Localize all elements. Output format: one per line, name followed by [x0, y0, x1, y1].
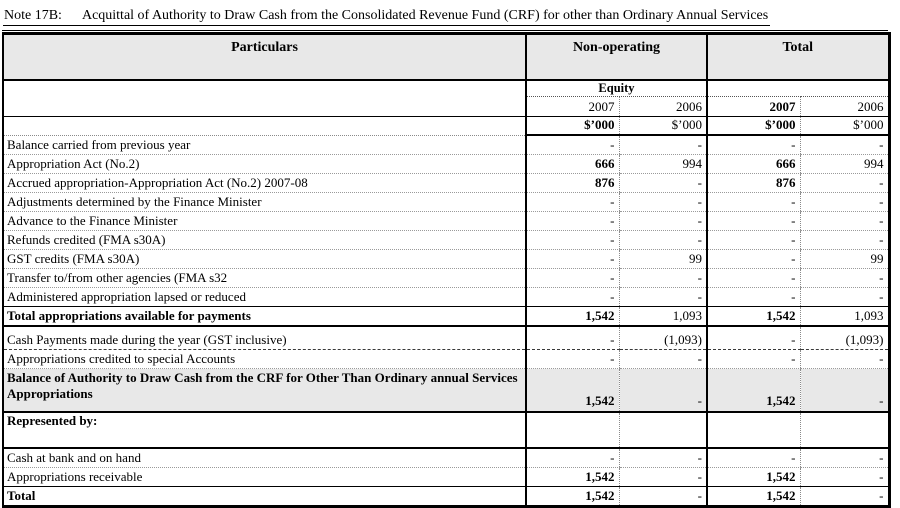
table-row: [3, 231, 889, 250]
cell-nonop-2006: -: [619, 193, 707, 212]
acquittal-table: [2, 32, 891, 508]
cell-nonop-2006: -: [619, 135, 707, 155]
row-label: Cash Payments made during the year (GST inclusive): [3, 326, 526, 350]
cell-total-2006: -: [800, 193, 889, 212]
cell-nonop-2006: (1,093): [619, 326, 707, 350]
cell-nonop-2007: -: [526, 269, 619, 288]
cell-total-2006: -: [800, 212, 889, 231]
row-label: Adjustments determined by the Finance Minister: [3, 193, 526, 212]
cell-total-2007: 1,542: [707, 468, 800, 487]
cell-total-2007: -: [707, 326, 800, 350]
header-particulars: Particulars: [3, 34, 526, 81]
units-subheader-row: [3, 117, 889, 136]
cell-nonop-2007: -: [526, 193, 619, 212]
cell-nonop-2006: 1,093: [619, 307, 707, 327]
cell-nonop-2006: -: [619, 468, 707, 487]
row-label: GST credits (FMA s30A): [3, 250, 526, 269]
table-row: [3, 269, 889, 288]
table-row: [3, 288, 889, 307]
row-label: Appropriations receivable: [3, 468, 526, 487]
cell-total-2006: -: [800, 269, 889, 288]
cell-total-2007: 876: [707, 174, 800, 193]
cell-nonop-2007: 876: [526, 174, 619, 193]
cell-total-2006: -: [800, 487, 889, 507]
cell-nonop-2006: -: [619, 369, 707, 413]
cell-nonop-2007: 1,542: [526, 307, 619, 327]
cell-nonop-2006: -: [619, 174, 707, 193]
cell-total-2006: -: [800, 174, 889, 193]
cell-nonop-2007: 1,542: [526, 468, 619, 487]
cell-total-2007: -: [707, 193, 800, 212]
table-row: [3, 135, 889, 155]
year-nonop-2006: 2006: [619, 97, 707, 117]
cell-total-2006: 994: [800, 155, 889, 174]
units-total-2006: $’000: [800, 117, 889, 136]
table-row-balance-of-authority: [3, 369, 889, 413]
note-title: [3, 8, 770, 26]
cell-nonop-2007: -: [526, 212, 619, 231]
cell-nonop-2006: -: [619, 231, 707, 250]
table-row: [3, 350, 889, 369]
note-title-text: Acquittal of Authority to Draw Cash from the Consolidated Revenue Fund (CRF) for other than Ordinary Annual Services: [81, 8, 769, 23]
cell-nonop-2007: 1,542: [526, 369, 619, 413]
cell-total-2007: -: [707, 269, 800, 288]
cell-total-2006: [800, 412, 889, 448]
table-top-rule: [2, 30, 888, 31]
cell-total-2007: 1,542: [707, 487, 800, 507]
cell-total-2007: 1,542: [707, 307, 800, 327]
cell-total-2007: -: [707, 288, 800, 307]
cell-nonop-2006: -: [619, 350, 707, 369]
row-label: Accrued appropriation-Appropriation Act (No.2) 2007-08: [3, 174, 526, 193]
table-row-represented-by: [3, 412, 889, 448]
cell-total-2007: -: [707, 350, 800, 369]
cell-total-2007: 1,542: [707, 369, 800, 413]
cell-nonop-2006: -: [619, 487, 707, 507]
table-row-grand-total: [3, 487, 889, 507]
cell-total-2007: -: [707, 448, 800, 468]
table-group-header-row: [3, 34, 889, 81]
cell-total-2006: -: [800, 448, 889, 468]
cell-nonop-2006: 994: [619, 155, 707, 174]
cell-total-2006: -: [800, 350, 889, 369]
units-total-2007: $’000: [707, 117, 800, 136]
cell-nonop-2007: -: [526, 250, 619, 269]
cell-nonop-2007: -: [526, 448, 619, 468]
year-row-spacer: [3, 97, 526, 117]
row-label: Advance to the Finance Minister: [3, 212, 526, 231]
cell-nonop-2007: [526, 412, 619, 448]
cell-nonop-2006: 99: [619, 250, 707, 269]
cell-nonop-2007: -: [526, 326, 619, 350]
table-row: [3, 326, 889, 350]
cell-nonop-2006: [619, 412, 707, 448]
equity-subheader-row: [3, 80, 889, 97]
cell-total-2007: -: [707, 135, 800, 155]
table-row: [3, 250, 889, 269]
equity-total-blank: [707, 80, 889, 97]
table-row: [3, 193, 889, 212]
units-nonop-2006: $’000: [619, 117, 707, 136]
cell-nonop-2007: 1,542: [526, 487, 619, 507]
cell-nonop-2006: -: [619, 448, 707, 468]
cell-total-2006: -: [800, 135, 889, 155]
row-label: Balance carried from previous year: [3, 135, 526, 155]
cell-nonop-2007: 666: [526, 155, 619, 174]
cell-total-2006: -: [800, 468, 889, 487]
cell-total-2007: -: [707, 250, 800, 269]
table-row-total-appropriations: [3, 307, 889, 327]
row-label: Transfer to/from other agencies (FMA s32: [3, 269, 526, 288]
header-non-operating: Non-operating: [526, 34, 707, 81]
cell-nonop-2007: -: [526, 350, 619, 369]
row-label: Appropriations credited to special Accounts: [3, 350, 526, 369]
equity-row-spacer: [3, 80, 526, 97]
year-total-2007: 2007: [707, 97, 800, 117]
cell-nonop-2006: -: [619, 288, 707, 307]
cell-total-2006: -: [800, 288, 889, 307]
cell-nonop-2006: -: [619, 212, 707, 231]
table-row: [3, 174, 889, 193]
row-label: Represented by:: [3, 412, 526, 448]
row-label: Refunds credited (FMA s30A): [3, 231, 526, 250]
units-row-spacer: [3, 117, 526, 136]
year-subheader-row: [3, 97, 889, 117]
year-nonop-2007: 2007: [526, 97, 619, 117]
row-label: Administered appropriation lapsed or reduced: [3, 288, 526, 307]
cell-nonop-2007: -: [526, 288, 619, 307]
cell-total-2007: [707, 412, 800, 448]
row-label: Total: [7, 488, 36, 504]
row-label: Appropriation Act (No.2): [3, 155, 526, 174]
row-label: Balance of Authority to Draw Cash from the CRF for Other Than Ordinary annual Services Appropriations: [3, 369, 526, 413]
table-row: [3, 212, 889, 231]
cell-total-2006: (1,093): [800, 326, 889, 350]
units-nonop-2007: $’000: [526, 117, 619, 136]
header-total: Total: [707, 34, 889, 81]
cell-total-2006: 99: [800, 250, 889, 269]
cell-total-2006: 1,093: [800, 307, 889, 327]
row-label: Total appropriations available for payments: [3, 307, 526, 327]
cell-nonop-2007: -: [526, 231, 619, 250]
cell-total-2007: 666: [707, 155, 800, 174]
cell-total-2006: -: [800, 369, 889, 413]
equity-label: Equity: [526, 80, 707, 97]
year-total-2006: 2006: [800, 97, 889, 117]
cell-nonop-2007: -: [526, 135, 619, 155]
table-row: [3, 468, 889, 487]
cell-nonop-2006: -: [619, 269, 707, 288]
table-row: [3, 448, 889, 468]
cell-total-2006: -: [800, 231, 889, 250]
row-label: Cash at bank and on hand: [3, 448, 526, 468]
table-row: [3, 155, 889, 174]
cell-total-2007: -: [707, 231, 800, 250]
cell-total-2007: -: [707, 212, 800, 231]
note-title-prefix: Note 17B:: [4, 8, 62, 23]
